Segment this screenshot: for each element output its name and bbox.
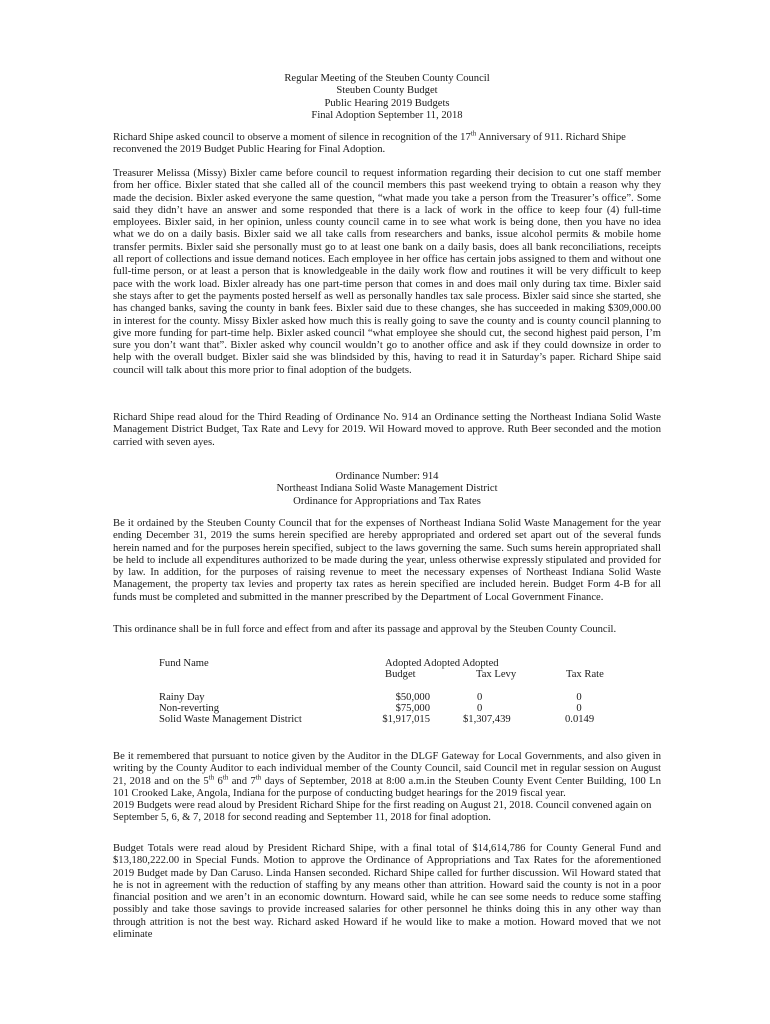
table-cell-budget: $50,000 bbox=[395, 692, 430, 703]
table-cell-levy: 0 bbox=[477, 692, 483, 703]
header-meeting-title: Regular Meeting of the Steuben County Council bbox=[284, 73, 490, 84]
table-cell-budget: $1,917,015 bbox=[382, 714, 430, 725]
paragraph-moment-of-silence: Richard Shipe asked council to observe a moment of silence in recognition of the 17th Anniversary of 911. Richard Shipe reconvened the 2019 Budget Public Hearing for Final Adoption. bbox=[113, 129, 626, 156]
document-header bbox=[113, 73, 661, 122]
table-cell-levy: 0 bbox=[477, 703, 483, 714]
table-header-adopted: Adopted Adopted Adopted bbox=[385, 658, 499, 669]
paragraph-ordained: Be it ordained by the Steuben County Council that for the expenses of Northeast Indiana Solid Waste Management for the year ending December 31, 2019 the sums herein specified are hereby appropriated and ordered set apart out of the several funds herein named and for the purposes herein specified, subject to the laws governing the same. Such sums herein appropriated shall be held to include all expenditures authorized to be made during the year, unless otherwise expressly stipulated and provided for by law. In addition, for the purposes of raising revenue to meet the necessary expenses of Northeast Indiana Solid Waste Management, the property tax levies and property tax rates as herein specified are included herein. Budget Form 4-B for all funds must be completed and submitted in the manner prescribed by the Department of Local Government Finance. bbox=[113, 518, 661, 603]
paragraph-treasurer-request: Treasurer Melissa (Missy) Bixler came before council to request information regarding their decision to cut one staff member from her office. Bixler stated that she called all of the council members this past weekend trying to obtain a reason why they made the decision. Bixler asked everyone the same question, “what made you take a person from the Treasurer’s office”. Some said they didn’t have an answer and some responded that there is a lack of work in the office to keep four (4) full-time employees. Bixler said, in her opinion, unless county council came in to see what work is being done, then you have no idea what we do on a daily basis. Bixler said we all take calls from researchers and banks, issue alcohol permits & mobile home transfer permits. Bixler said she personally must go to at least one bank on a daily basis, does all bank reconciliations, receipts all report of collections and issue demand notices. Each employee in her office has certain jobs assigned to them and without one full-time person, or at least a person that is knowledgeable in the daily work flow and routines it will be very difficult to keep pace with the work load. Bixler already has one part-time person that comes in and does mail only during tax time. Bixler said she stays after to get the payments posted herself as well as personally handles tax sale process. Bixler said since she started, she has changed banks, saving the county in bank fees. Bixler said due to these changes, she has succeeded in making $309,000.00 in interest for the county. Missy Bixler asked how much this is really going to save the county and is county council planning to give more funding for part-time help. Bixler asked council “what employee she should cut, the second highest paid person, I’m sure you don’t want that”. Bixler asked why council wouldn’t go to another office and ask if they could downsize in order to help with the overall budget. Bixler said she was blindsided by this, having to read it in Saturday’s paper. Richard Shipe said council will talk about this more prior to final adoption of the budgets. bbox=[113, 168, 661, 376]
paragraph-budget-totals: Budget Totals were read aloud by President Richard Shipe, with a final total of $14,614,786 for County General Fund and $13,180,222.00 in Special Funds. Motion to approve the Ordinance of Appropriations and Tax Rates for the aforementioned 2019 Budget made by Dan Caruso. Linda Hansen seconded. Richard Shipe called for further discussion. Wil Howard stated that he is not in agreement with the reduction of staffing by any means other than attrition. Howard said the county is not in a poor financial position and we aren’t in an economic downturn. Howard said, while he can see some needs to reduce some staffing possibly and take those savings to provide increased salaries for other personnel he thinks doing this in any other way than through attrition is not the best way. Richard asked Howard if he would like to make a motion. Howard moved that we not eliminate bbox=[113, 843, 661, 941]
table-cell-levy: $1,307,439 bbox=[463, 714, 511, 725]
ordinance-heading bbox=[113, 471, 661, 508]
paragraph-third-reading: Richard Shipe read aloud for the Third Reading of Ordinance No. 914 an Ordinance setting the Northeast Indiana Solid Waste Management District Budget, Tax Rate and Levy for 2019. Wil Howard moved to approve. Ruth Beer seconded and the motion carried with seven ayes. bbox=[113, 412, 661, 448]
header-budget-title: Steuben County Budget bbox=[336, 85, 438, 97]
paragraph-be-it-remembered: Be it remembered that pursuant to notice given by the Auditor in the DLGF Gateway for Local Governments, and also given in writing by the County Auditor to each individual member of the County Council, said Council met in regular session on August 21, 2018 and on the 5th 6th and 7th days of September, 2018 at 8:00 a.m.in the Steuben County Event Center Building, 100 Ln 101 Crooked Lake, Angola, Indiana for the purpose of conducting budget hearings for the 2019 fiscal year. 2019 Budgets were read aloud by President Richard Shipe for the first reading on August 21, 2018. Council convened again on September 5, 6, & 7, 2018 for second reading and September 11, 2018 for final adoption. bbox=[113, 751, 661, 824]
table-cell-fund: Rainy Day bbox=[159, 692, 205, 703]
header-hearing-title: Public Hearing 2019 Budgets bbox=[324, 97, 450, 109]
table-header-tax-rate: Tax Rate bbox=[566, 669, 604, 680]
header-adoption-date: Final Adoption September 11, 2018 bbox=[311, 109, 463, 121]
ordinance-district: Northeast Indiana Solid Waste Management District bbox=[276, 483, 498, 495]
appropriations-table bbox=[113, 658, 661, 728]
table-cell-budget: $75,000 bbox=[395, 703, 430, 714]
table-cell-fund: Non-reverting bbox=[159, 703, 220, 714]
table-cell-rate: 0.0149 bbox=[565, 714, 595, 725]
ordinance-title: Ordinance for Appropriations and Tax Rates bbox=[293, 495, 481, 507]
ordinance-number: Ordinance Number: 914 bbox=[335, 471, 439, 482]
table-cell-fund: Solid Waste Management District bbox=[159, 714, 302, 725]
table-header-fund-name: Fund Name bbox=[159, 658, 209, 669]
table-header-budget: Budget bbox=[385, 669, 416, 680]
table-cell-rate: 0 bbox=[576, 703, 582, 714]
table-cell-rate: 0 bbox=[576, 692, 582, 703]
paragraph-effective: This ordinance shall be in full force and effect from and after its passage and approval by the Steuben County Council. bbox=[113, 624, 617, 635]
table-header-tax-levy: Tax Levy bbox=[476, 669, 517, 680]
